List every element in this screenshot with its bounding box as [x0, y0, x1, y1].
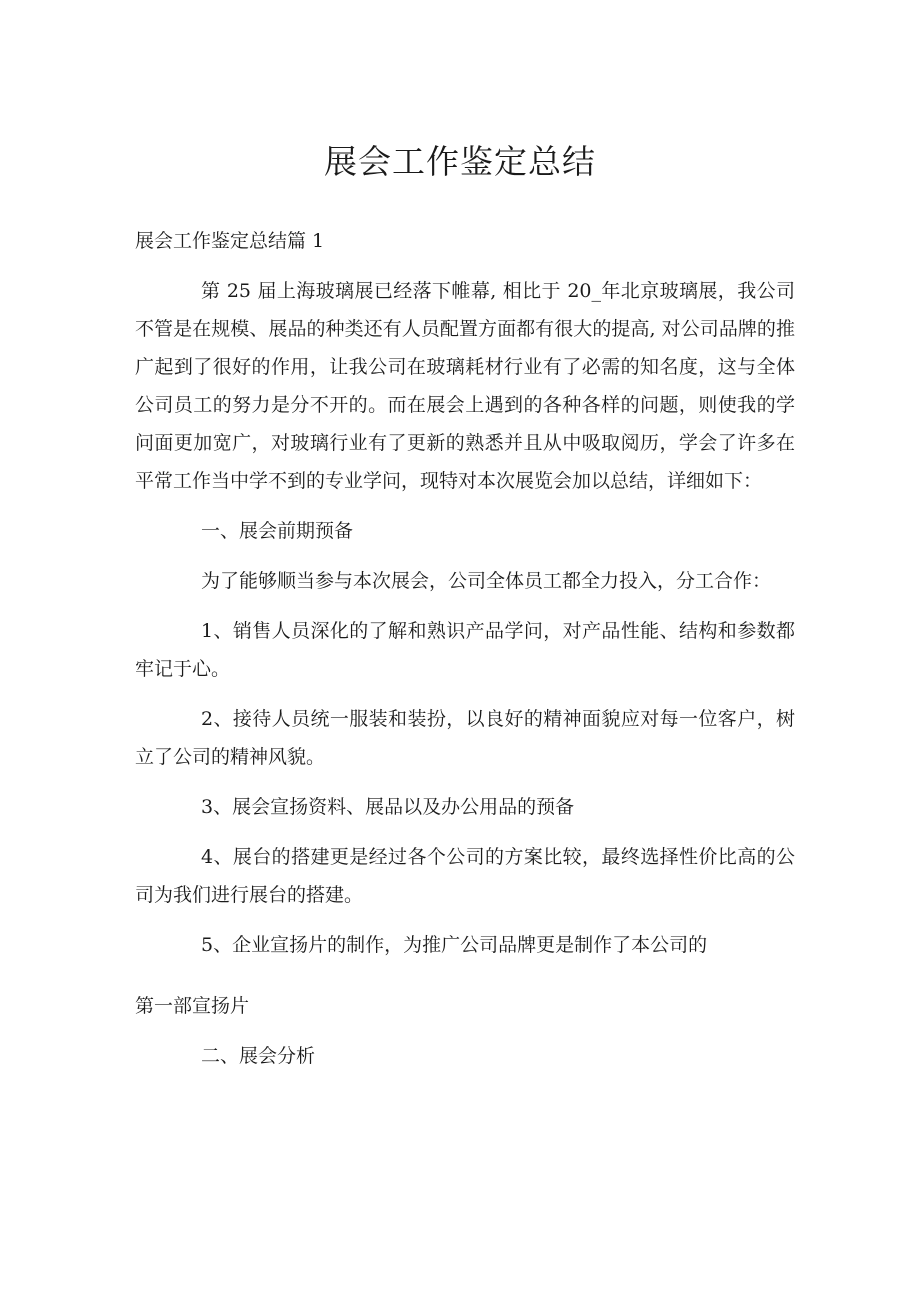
part1-intro: 为了能够顺当参与本次展会，公司全体员工都全力投入，分工合作：	[201, 570, 772, 592]
document-body	[135, 222, 795, 1075]
list-item-2: 2、接待人员统一服装和装扮，以良好的精神面貌应对每一位客户，树立了公司的精神风貌。	[135, 708, 795, 768]
part2-heading: 二、展会分析	[201, 1045, 316, 1067]
list-item-3: 3、展会宣扬资料、展品以及办公用品的预备	[201, 796, 575, 818]
part1-heading: 一、展会前期预备	[201, 520, 354, 542]
list-item-1: 1、销售人员深化的了解和熟识产品学问，对产品性能、结构和参数都牢记于心。	[135, 620, 795, 680]
section-heading: 展会工作鉴定总结篇 1	[135, 230, 325, 252]
list-item-4: 4、展台的搭建更是经过各个公司的方案比较，最终选择性价比高的公司为我们进行展台的搭建。	[135, 846, 795, 906]
list-item-5-continuation: 第一部宣扬片	[135, 995, 250, 1017]
list-item-5: 5、企业宣扬片的制作，为推广公司品牌更是制作了本公司的	[201, 934, 708, 956]
intro-paragraph: 第 25 届上海玻璃展已经落下帷幕, 相比于 20_年北京玻璃展，我公司不管是在规模、展品的种类还有人员配置方面都有很大的提高, 对公司品牌的推广起到了很好的作用，让我公司在玻璃耗材行业有了必需的知名度，这与全体公司员工的努力是分不开的。而在展会上遇到的各种各样的问题，则使我的学问面更加宽广，对玻璃行业有了更新的熟悉并且从中吸取阅历，学会了许多在平常工作当中学不到的专业学问，现特对本次展览会加以总结，详细如下：	[135, 280, 795, 492]
document-title: 展会工作鉴定总结	[324, 142, 596, 181]
